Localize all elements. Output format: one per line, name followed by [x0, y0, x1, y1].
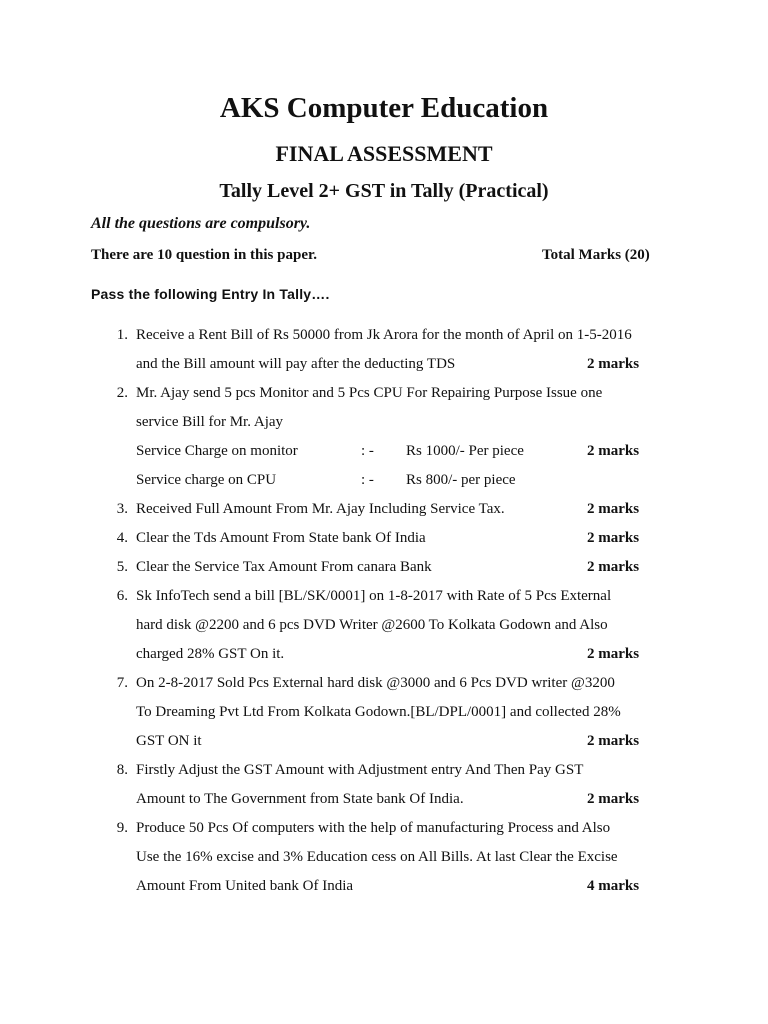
section-title: Pass the following Entry In Tally….: [91, 286, 330, 302]
question-text-line: Amount to The Government from State bank Of India.: [136, 791, 464, 807]
question-marks: 4 marks: [587, 878, 640, 894]
question-number: 8.: [116, 762, 128, 778]
question-text-line: Produce 50 Pcs Of computers with the help of manufacturing Process and Also: [136, 820, 611, 836]
question-text-line: Amount From United bank Of India: [136, 878, 354, 894]
question-number: 7.: [116, 675, 128, 691]
question-text-line: Sk InfoTech send a bill [BL/SK/0001] on 1-8-2017 with Rate of 5 Pcs External: [136, 588, 612, 604]
question-marks: 2 marks: [587, 443, 640, 459]
question-text-line: Mr. Ajay send 5 pcs Monitor and 5 Pcs CPU For Repairing Purpose Issue one: [136, 385, 603, 401]
question-number: 4.: [116, 530, 128, 546]
question-marks: 2 marks: [587, 530, 640, 546]
question-number: 2.: [116, 385, 128, 401]
question-text-line: hard disk @2200 and 6 pcs DVD Writer @2600 To Kolkata Godown and Also: [136, 617, 608, 633]
charge-rate: Rs 800/- per piece: [406, 472, 516, 488]
question-marks: 2 marks: [587, 501, 640, 517]
institute-title: AKS Computer Education: [219, 92, 549, 124]
question-text-line: To Dreaming Pvt Ltd From Kolkata Godown.[BL/DPL/0001] and collected 28%: [136, 704, 621, 720]
question-text-line: On 2-8-2017 Sold Pcs External hard disk @3000 and 6 Pcs DVD writer @3200: [136, 675, 615, 691]
charge-label: Service Charge on monitor: [136, 443, 298, 459]
charge-rate: Rs 1000/- Per piece: [406, 443, 524, 459]
question-marks: 2 marks: [587, 733, 640, 749]
subject-title: Tally Level 2+ GST in Tally (Practical): [219, 180, 549, 202]
question-number: 1.: [116, 327, 128, 343]
charge-separator: : -: [361, 472, 374, 488]
question-text-line: Received Full Amount From Mr. Ajay Including Service Tax.: [136, 501, 505, 517]
question-number: 6.: [116, 588, 128, 604]
question-number: 3.: [116, 501, 128, 517]
question-text-line: service Bill for Mr. Ajay: [136, 414, 284, 430]
question-text-line: Clear the Tds Amount From State bank Of India: [136, 530, 426, 546]
question-marks: 2 marks: [587, 646, 640, 662]
question-number: 5.: [116, 559, 128, 575]
question-marks: 2 marks: [587, 791, 640, 807]
instructions: All the questions are compulsory.: [91, 215, 311, 232]
question-text-line: Use the 16% excise and 3% Education cess on All Bills. At last Clear the Excise: [136, 849, 618, 865]
question-text-line: charged 28% GST On it.: [136, 646, 285, 662]
question-count: There are 10 question in this paper.: [91, 247, 318, 263]
question-marks: 2 marks: [587, 356, 640, 372]
question-text-line: Clear the Service Tax Amount From canara Bank: [136, 559, 432, 575]
charge-separator: : -: [361, 443, 374, 459]
exam-title: FINAL ASSESSMENT: [275, 141, 493, 166]
question-marks: 2 marks: [587, 559, 640, 575]
question-number: 9.: [116, 820, 128, 836]
question-text-line: Firstly Adjust the GST Amount with Adjustment entry And Then Pay GST: [136, 762, 584, 778]
question-text-line: and the Bill amount will pay after the deducting TDS: [136, 356, 456, 372]
total-marks: Total Marks (20): [542, 247, 650, 263]
question-text-line: Receive a Rent Bill of Rs 50000 from Jk Arora for the month of April on 1-5-2016: [136, 327, 632, 343]
charge-label: Service charge on CPU: [136, 472, 277, 488]
question-text-line: GST ON it: [136, 733, 202, 749]
